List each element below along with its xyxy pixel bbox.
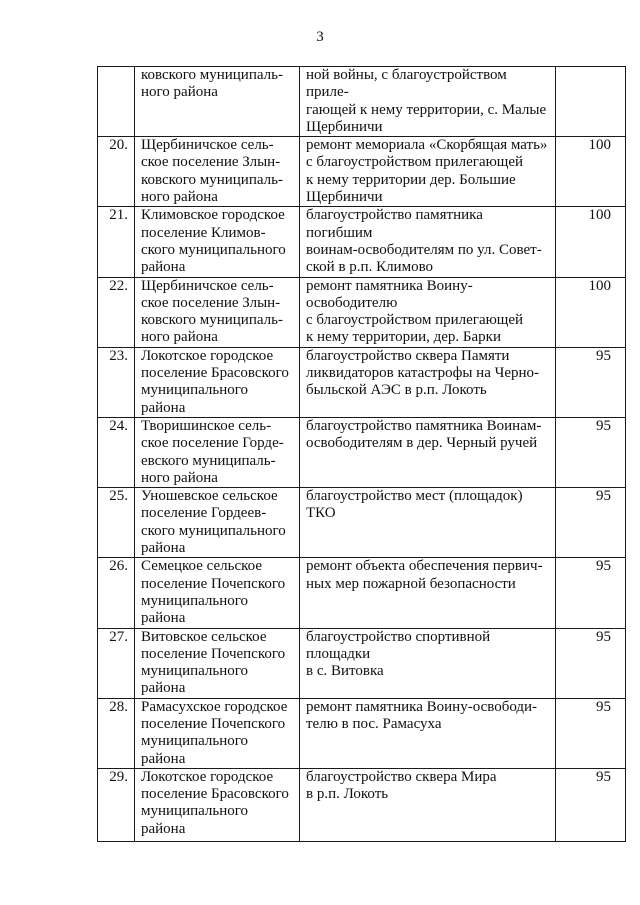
allocation-value: 95	[556, 488, 626, 558]
table-row-22	[98, 277, 626, 347]
allocation-table	[97, 66, 626, 842]
allocation-value: 100	[556, 137, 626, 207]
settlement-name: Витовское сельское поселение Почепского муниципального района	[135, 628, 300, 698]
table-row-23	[98, 347, 626, 417]
table-row-21	[98, 207, 626, 277]
table-row-26	[98, 558, 626, 628]
project-description: благоустройство мест (площадок) ТКО	[300, 488, 556, 558]
project-description: ремонт мемориала «Скорбящая мать» с благоустройством прилегающей к нему территории дер. Большие Щербиничи	[300, 137, 556, 207]
settlement-name: Локотское городское поселение Брасовского муниципального района	[135, 768, 300, 841]
table-row-28	[98, 698, 626, 768]
page-number: 3	[316, 29, 324, 45]
project-description: благоустройство спортивной площадки в с. Витовка	[300, 628, 556, 698]
settlement-name: ковского муниципаль- ного района	[135, 67, 300, 137]
row-number	[98, 67, 135, 137]
row-number: 21.	[98, 207, 135, 277]
settlement-name: Уношевское сельское поселение Гордеев- ского муниципального района	[135, 488, 300, 558]
project-description: благоустройство сквера Мира в р.п. Локоть	[300, 768, 556, 841]
allocation-value: 100	[556, 207, 626, 277]
settlement-name: Рамасухское городское поселение Почепского муниципального района	[135, 698, 300, 768]
row-number: 24.	[98, 417, 135, 487]
row-number: 29.	[98, 768, 135, 841]
row-number: 22.	[98, 277, 135, 347]
table-row-27	[98, 628, 626, 698]
table-row-29	[98, 768, 626, 841]
project-description: ремонт объекта обеспечения первич- ных мер пожарной безопасности	[300, 558, 556, 628]
settlement-name: Семецкое сельское поселение Почепского муниципального района	[135, 558, 300, 628]
settlement-name: Щербиничское сель- ское поселение Злын- ковского муниципаль- ного района	[135, 277, 300, 347]
allocation-value: 100	[556, 277, 626, 347]
settlement-name: Творишинское сель- ское поселение Горде- евского муниципаль- ного района	[135, 417, 300, 487]
allocation-value	[556, 67, 626, 137]
allocation-value: 95	[556, 558, 626, 628]
settlement-name: Локотское городское поселение Брасовского муниципального района	[135, 347, 300, 417]
project-description: ной войны, с благоустройством приле- гающей к нему территории, с. Малые Щербиничи	[300, 67, 556, 137]
row-number: 26.	[98, 558, 135, 628]
row-number: 25.	[98, 488, 135, 558]
allocation-value: 95	[556, 417, 626, 487]
row-number: 28.	[98, 698, 135, 768]
project-description: благоустройство памятника погибшим воинам-освободителям по ул. Совет- ской в р.п. Климово	[300, 207, 556, 277]
row-number: 27.	[98, 628, 135, 698]
row-number: 20.	[98, 137, 135, 207]
table-row-24	[98, 417, 626, 487]
project-description: благоустройство сквера Памяти ликвидаторов катастрофы на Черно- быльской АЭС в р.п. Локоть	[300, 347, 556, 417]
table-row-25	[98, 488, 626, 558]
allocation-value: 95	[556, 628, 626, 698]
allocation-value: 95	[556, 768, 626, 841]
allocation-value: 95	[556, 347, 626, 417]
project-description: ремонт памятника Воину-освободи- телю в пос. Рамасуха	[300, 698, 556, 768]
allocation-value: 95	[556, 698, 626, 768]
settlement-name: Климовское городское поселение Климов- ского муниципального района	[135, 207, 300, 277]
project-description: ремонт памятника Воину-освободителю с благоустройством прилегающей к нему территории, дер. Барки	[300, 277, 556, 347]
project-description: благоустройство памятника Воинам- освободителям в дер. Черный ручей	[300, 417, 556, 487]
row-number: 23.	[98, 347, 135, 417]
table-row-continued	[98, 67, 626, 137]
settlement-name: Щербиничское сель- ское поселение Злын- ковского муниципаль- ного района	[135, 137, 300, 207]
table-row-20	[98, 137, 626, 207]
